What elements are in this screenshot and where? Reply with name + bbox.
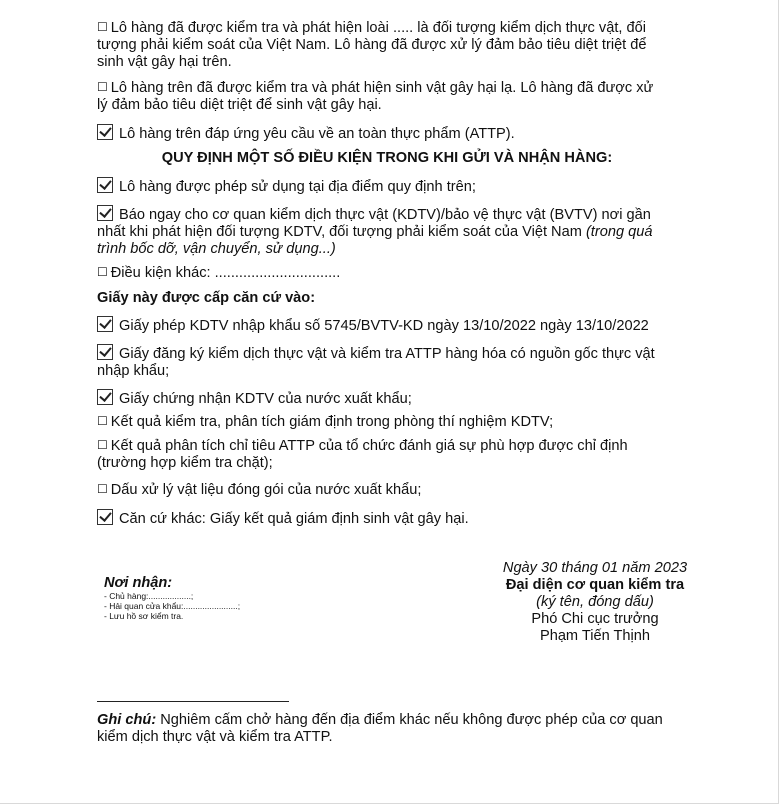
checked-box-icon[interactable] — [97, 509, 113, 525]
condition-item: Báo ngay cho cơ quan kiểm dịch thực vật (KDTV)/bảo vệ thực vật (BVTV) nơi gần nhất khi phát hiện đối tượng KDTV, đối tượng phải kiểm soát của Việt Nam (trong quá trình bốc dỡ, vận chuyển, sử dụng...) — [97, 207, 653, 257]
signature-block — [480, 560, 710, 645]
checked-box-icon[interactable] — [97, 124, 113, 140]
footnote: Ghi chú: Nghiêm cấm chở hàng đến địa điểm khác nếu không được phép của cơ quan kiểm dịch thực vật và kiểm tra ATTP. — [97, 712, 663, 745]
condition-item: ☐ Điều kiện khác: ............................... — [97, 265, 341, 281]
checked-box-icon[interactable] — [97, 177, 113, 193]
basis-item: Giấy phép KDTV nhập khẩu số 5745/BVTV-KD ngày 13/10/2022 ngày 13/10/2022 — [97, 316, 677, 335]
unchecked-box-icon[interactable]: ☐ — [97, 482, 108, 496]
item-food-safety: Lô hàng trên đáp ứng yêu cầu về an toàn thực phẩm (ATTP). — [97, 124, 677, 143]
sign-note: (ký tên, đóng dấu) — [536, 594, 654, 610]
unchecked-box-icon[interactable]: ☐ — [97, 265, 108, 279]
condition-item: Lô hàng được phép sử dụng tại địa điểm quy định trên; — [97, 177, 677, 196]
basis-item: Giấy đăng ký kiểm dịch thực vật và kiểm tra ATTP hàng hóa có nguồn gốc thực vật nhập khẩu; — [97, 346, 655, 379]
basis-item: ☐ Kết quả kiểm tra, phân tích giám định trong phòng thí nghiệm KDTV; — [97, 414, 554, 430]
unchecked-box-icon[interactable]: ☐ — [97, 20, 108, 34]
basis-heading: Giấy này được cấp căn cứ vào: — [97, 290, 316, 306]
basis-item: Giấy chứng nhận KDTV của nước xuất khẩu; — [97, 389, 677, 408]
basis-item: Căn cứ khác: Giấy kết quả giám định sinh vật gây hại. — [97, 509, 677, 528]
unchecked-box-icon[interactable]: ☐ — [97, 438, 108, 452]
recipient-line: - Lưu hồ sơ kiểm tra. — [104, 611, 184, 621]
unchecked-box-icon[interactable]: ☐ — [97, 80, 108, 94]
recipient-line: - Chủ hàng:..................; — [104, 591, 194, 601]
note-label: Ghi chú: — [97, 712, 157, 728]
basis-item: ☐ Kết quả phân tích chỉ tiêu ATTP của tổ chức đánh giá sự phù hợp được chỉ định (trường hợp kiểm tra chặt); — [97, 438, 628, 471]
basis-item: ☐ Dấu xử lý vật liệu đóng gói của nước xuất khẩu; — [97, 482, 422, 498]
issue-date: Ngày 30 tháng 01 năm 2023 — [502, 560, 688, 576]
agency-label: Đại diện cơ quan kiểm tra — [505, 577, 685, 593]
item-strange-pest: ☐ Lô hàng trên đã được kiểm tra và phát hiện sinh vật gây hại lạ. Lô hàng đã được xử lý đảm bảo tiêu diệt triệt để sinh vật gây hại. — [97, 80, 654, 113]
recipients-title: Nơi nhận: — [104, 575, 173, 591]
signer-name: Phạm Tiến Thịnh — [539, 628, 651, 644]
divider — [97, 701, 289, 702]
checked-box-icon[interactable] — [97, 205, 113, 221]
conditions-heading: QUY ĐỊNH MỘT SỐ ĐIỀU KIỆN TRONG KHI GỬI VÀ NHẬN HÀNG: — [161, 150, 613, 166]
checked-box-icon[interactable] — [97, 389, 113, 405]
unchecked-box-icon[interactable]: ☐ — [97, 414, 108, 428]
checked-box-icon[interactable] — [97, 344, 113, 360]
item-pest-detected: ☐ Lô hàng đã được kiểm tra và phát hiện loài ..... là đối tượng kiểm dịch thực vật, đối tượng phải kiểm soát của Việt Nam. Lô hàng đã được xử lý đảm bảo tiêu diệt triệt để sinh vật gây hại trên. — [97, 20, 647, 70]
recipients-block — [104, 575, 240, 621]
checked-box-icon[interactable] — [97, 316, 113, 332]
signer-position: Phó Chi cục trưởng — [531, 611, 659, 627]
recipient-line: - Hải quan cửa khẩu:.......................; — [104, 601, 241, 611]
